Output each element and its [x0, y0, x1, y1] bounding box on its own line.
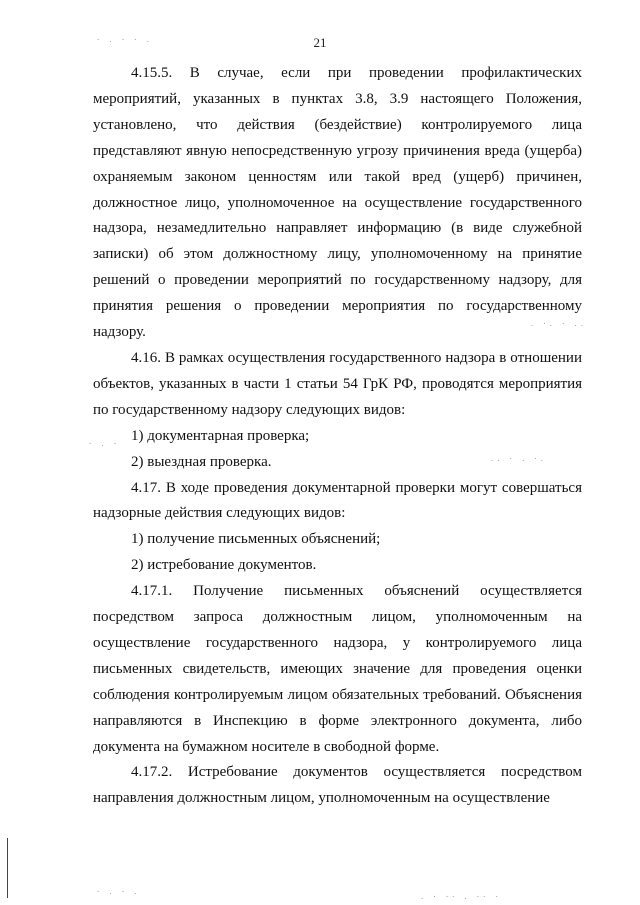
document-body — [93, 61, 582, 812]
paragraph-4-16: 4.16. В рамках осуществления государственного надзора в отношении объектов, указанных в части 1 статьи 54 ГрК РФ, проводятся мероприятия по государственному надзору следующих видов: — [93, 349, 582, 418]
paragraph-4-17-1: 4.17.1. Получение письменных объяснений осуществляется посредством запроса должностным лицом, уполномоченным на осуществление государственного надзора, у контролируемого лица письменных свидетельств, имеющих значение для проведения оценки соблюдения контролируемым лицом обязательных требований. Объяснения направляются в Инспекцию в форме электронного документа, либо документа на бумажном носителе в свободной форме. — [93, 583, 582, 755]
scan-noise-mark: .. · . ·. — [490, 455, 546, 463]
list-item-documentary-inspection: 1) документарная проверка; — [131, 427, 310, 444]
list-item-written-explanations: 1) получение письменных объяснений; — [131, 531, 381, 548]
paragraph-4-17: 4.17. В ходе проведения документарной проверки могут совершаться надзорные действия следующих видов: — [93, 479, 582, 522]
paragraph-4-15-5: 4.15.5. В случае, если при проведении профилактических мероприятий, указанных в пунктах 3.8, 3.9 настоящего Положения, установлено, что действия (бездействие) контролируемого лица представляют явную непосредственную угрозу причинения вреда (ущерба) охраняемым законом ценностям или такой вред (ущерб) причинен, должностное лицо, уполномоченное на осуществление государственного надзора, незамедлительно направляет информацию (в виде служебной записки) об этом должностному лицу, уполномоченному на принятие решений о проведении мероприятий по государственному надзору, для принятия решения о проведении мероприятия по государственному надзору. — [93, 65, 582, 341]
scan-noise-mark: · . · . — [96, 888, 140, 896]
scan-noise-mark: · . · — [88, 440, 120, 448]
scan-noise-mark: · . · · . — [96, 36, 152, 44]
list-item-document-request: 2) истребование документов. — [131, 557, 317, 574]
list-item-field-inspection: 2) выездная проверка. — [131, 453, 272, 470]
scan-noise-mark: . ·. · .. — [530, 320, 586, 328]
left-margin-line — [7, 838, 8, 898]
paragraph-4-17-2: 4.17.2. Истребование документов осуществляется посредством направления должностным лицом, уполномоченным на осуществление — [93, 764, 582, 807]
scan-noise-mark: . · ·· . ·· · — [420, 893, 501, 901]
page-number: 21 — [313, 35, 327, 50]
